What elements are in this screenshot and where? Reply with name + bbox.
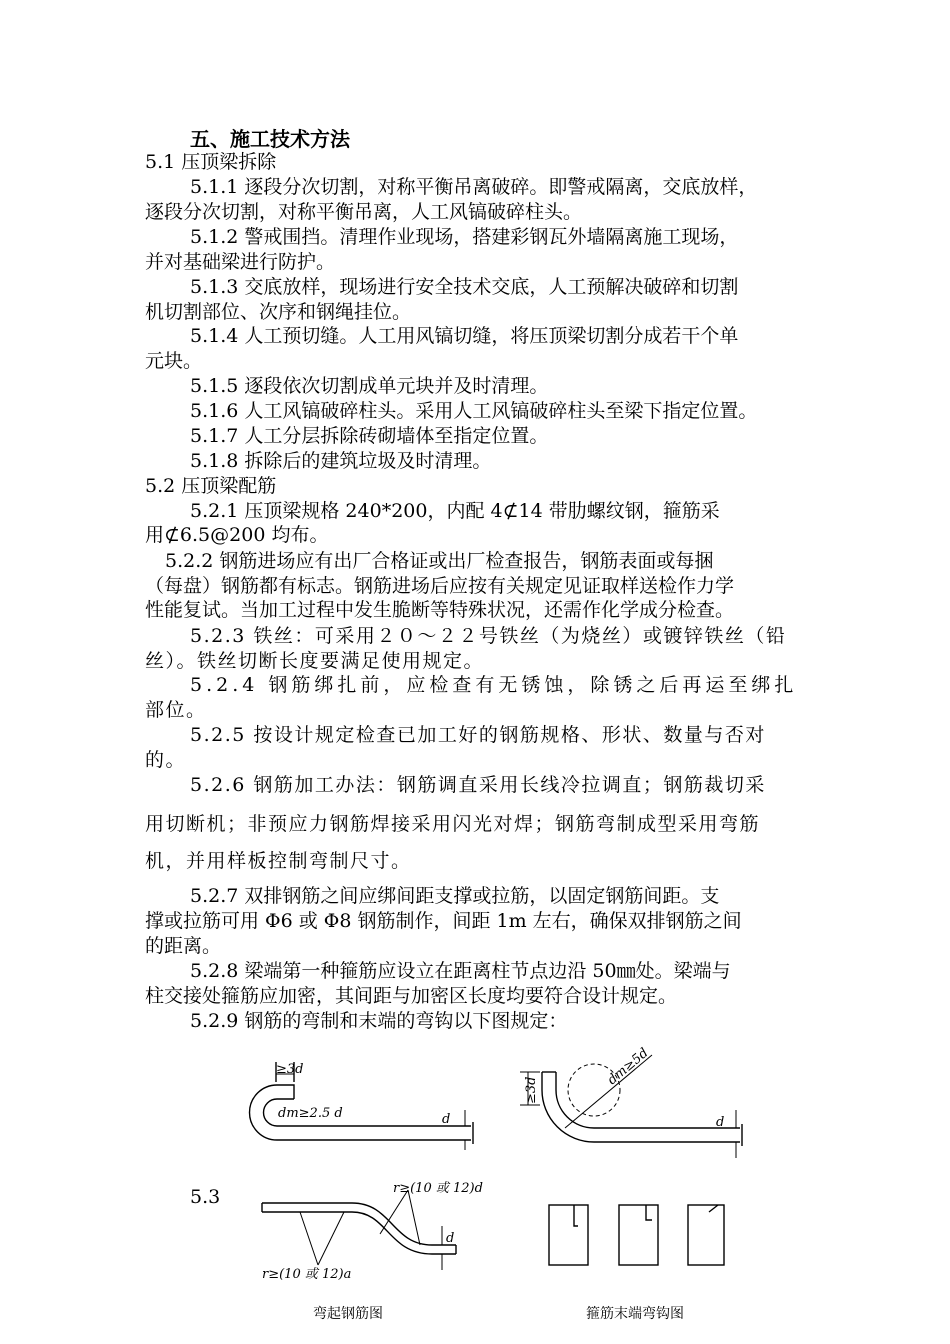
para-5-1-2: 5.1.2 警戒围挡。清理作业现场，搭建彩钢瓦外墙隔离施工现场， [190, 226, 739, 248]
para-5-2-4-cont: 部位。 [145, 699, 207, 721]
para-5-1-8: 5.1.8 拆除后的建筑垃圾及时清理。 [190, 450, 492, 472]
para-5-2-5: 5.2.5 按设计规定检查已加工好的钢筋规格、形状、数量与否对 [190, 724, 766, 746]
hook-length-label: ≥3d [276, 1062, 304, 1077]
para-5-2-5-cont: 的。 [145, 749, 187, 771]
para-5-2-7-cont2: 的距离。 [145, 935, 222, 957]
para-5-2-6: 5.2.6 钢筋加工办法：钢筋调直采用长线冷拉调直；钢筋裁切采 [190, 774, 766, 796]
para-5-2-2-cont2: 性能复试。当加工过程中发生脆断等特殊状况，还需作化学成分检查。 [145, 599, 735, 621]
para-5-2-4: 5.2.4 钢筋绑扎前，应检查有无锈蚀，除锈之后再运至绑扎 [190, 674, 798, 696]
para-5-2-8-cont: 柱交接处箍筋应加密，其间距与加密区长度均要符合设计规定。 [145, 985, 678, 1007]
stirrup-hook-diagram [549, 1205, 724, 1265]
section-title: 五、施工技术方法 [190, 127, 350, 151]
heading-5-2: 5.2 压顶梁配筋 [145, 475, 277, 497]
para-5-1-5: 5.1.5 逐段依次切割成单元块并及时清理。 [190, 375, 549, 397]
para-5-2-3: 5.2.3 铁丝：可采用２０～２２号铁丝（为烧丝）或镀锌铁丝（铅 [190, 625, 787, 647]
caption-stirrup-hook: 箍筋末端弯钩图 [586, 1306, 684, 1322]
para-5-1-2-cont: 并对基础梁进行防护。 [145, 251, 336, 273]
hook-dm-label: dm≥2.5 d [278, 1106, 343, 1121]
para-5-2-6-cont2: 机，并用样板控制弯制尺寸。 [145, 850, 412, 872]
bend-d-label: d [716, 1115, 725, 1130]
para-5-2-1: 5.2.1 压顶梁规格 240*200，内配 4⊄14 带肋螺纹钢，箍筋采 [190, 500, 720, 522]
para-5-1-6: 5.1.6 人工风镐破碎柱头。采用人工风镐破碎柱头至梁下指定位置。 [190, 400, 758, 422]
bent-up-bar-diagram [262, 1190, 456, 1270]
para-5-2-9: 5.2.9 钢筋的弯制和末端的弯钩以下图规定： [190, 1010, 568, 1032]
para-5-2-2-cont1: （每盘）钢筋都有标志。钢筋进场后应按有关规定见证取样送检作力学 [145, 575, 735, 597]
para-5-2-1-cont: 用⊄6.5@200 均布。 [145, 524, 329, 546]
para-5-1-3-cont: 机切割部位、次序和钢绳挂位。 [145, 301, 412, 323]
bent-d-label: d [446, 1231, 455, 1246]
para-5-2-2: 5.2.2 钢筋进场应有出厂合格证或出厂检查报告，钢筋表面或每捆 [165, 550, 714, 572]
bend-length-label: ≥3d [524, 1076, 539, 1104]
caption-bent-bar: 弯起钢筋图 [313, 1306, 383, 1322]
hook-d-label: d [442, 1112, 451, 1127]
para-5-1-4-cont: 元块。 [145, 350, 203, 372]
para-5-2-6-cont1: 用切断机；非预应力钢筋焊接采用闪光对焊；钢筋弯制成型采用弯筋 [145, 813, 761, 835]
bend-dm-label: dm≥5d [604, 1045, 652, 1089]
para-5-1-4: 5.1.4 人工预切缝。人工用风镐切缝，将压顶梁切割分成若干个单 [190, 325, 739, 347]
para-5-1-3: 5.1.3 交底放样，现场进行安全技术交底，人工预解决破碎和切割 [190, 276, 739, 298]
bent-radius-top-label: r≥(10 或 12)d [393, 1181, 483, 1196]
para-5-2-7: 5.2.7 双排钢筋之间应绑间距支撑或拉筋，以固定钢筋间距。支 [190, 885, 720, 907]
para-5-2-3-cont: 丝）。铁丝切断长度要满足使用规定。 [145, 650, 485, 672]
para-5-2-7-cont1: 撑或拉筋可用 Φ6 或 Φ8 钢筋制作，间距 1m 左右，确保双排钢筋之间 [145, 910, 742, 932]
para-5-1-1: 5.1.1 逐段分次切割，对称平衡吊离破碎。即警戒隔离，交底放样， [190, 176, 758, 198]
bent-radius-bottom-label: r≥(10 或 12)a [262, 1267, 352, 1282]
heading-5-1: 5.1 压顶梁拆除 [145, 151, 277, 173]
heading-5-3: 5.3 [190, 1186, 221, 1208]
para-5-2-8: 5.2.8 梁端第一种箍筋应设立在距离柱节点边沿 50㎜处。梁端与 [190, 960, 731, 982]
para-5-1-1-cont: 逐段分次切割，对称平衡吊离，人工风镐破碎柱头。 [145, 201, 583, 223]
para-5-1-7: 5.1.7 人工分层拆除砖砌墙体至指定位置。 [190, 425, 549, 447]
